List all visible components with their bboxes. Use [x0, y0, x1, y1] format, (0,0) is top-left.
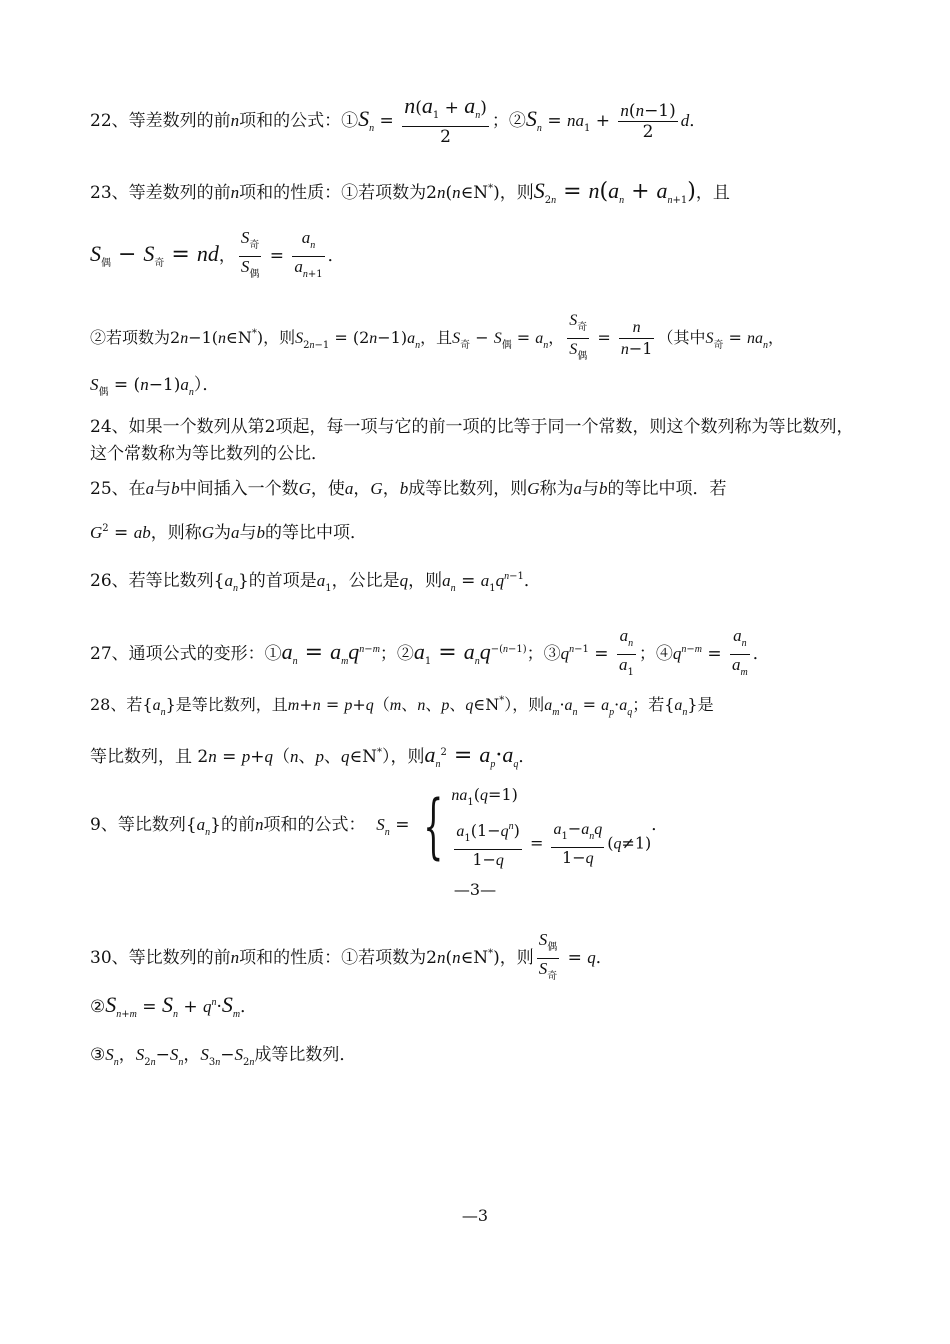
- item-25-cont: $G^2$ = ab，则称G为a与b的等比中项．: [90, 523, 367, 543]
- formula-g2: $G^2$ = ab: [90, 523, 151, 543]
- formula-2n-1: 2n−1(n∈N*): [170, 328, 264, 347]
- formula-mnpq: m+n = p+q（m、n、p、q∈N*）: [287, 695, 513, 714]
- item-23-cont: $S_偶 - S_奇$ = nd， $\frac{S_奇}{S_偶}$ = $\frac{a_n}{a_{n+1}}$ ．: [90, 228, 345, 285]
- formula-sdiff: $S_偶 - S_奇$ = nd: [90, 241, 219, 269]
- formula-square: $a_n^2 = a_p\cdot a_q$: [424, 742, 519, 770]
- formula-var-1: $a_n = a_mq^{n-m}$: [281, 639, 380, 667]
- item-29: 9、等比数列$\{a_n\}$的前n项和的公式： $S_n$ = { $na_1(q=1)$ $\frac{a_1(1-q^n)}{1-q}$ = $\frac{a_1-a_nq}{1-q}$ (q≠1) ．: [90, 784, 669, 869]
- formula-an-general: $a_n = a_1q^{n-1}$: [442, 571, 524, 594]
- item-22: 22、等差数列的前n项和的公式：$①S_n$ = $\frac{n(a_1 + a_n)}{2}$ ；$②S_n = na_1$ + $\frac{n(n-1)}{2}$ d．: [90, 93, 707, 147]
- item-23: 23、等差数列的前n项和的性质：①若项数为2n(n∈N*)，则$S_{2n} = n(a_n + a_{n+1})$，且: [90, 178, 730, 206]
- formula-2npq: 2n = p+q（n、p、q∈N*）: [197, 747, 391, 767]
- item-30: 30、等比数列的前n项和的性质：①若项数为2n(n∈N*)，则 $\frac{S_偶}{S_奇}$ = q．: [90, 930, 613, 987]
- formula-s2n: $S_{2n} = n(a_n + a_{n+1})$: [533, 178, 696, 206]
- formula-seven: $S_偶 = (n-1)a_n$: [90, 375, 194, 398]
- formula-var-4: $q^{n-m}$ = $\frac{a_n}{a_m}$: [672, 626, 748, 678]
- item-23b-cont: $S_偶 = (n-1)a_n$）．: [90, 375, 220, 398]
- item-30c: $③S_n$，$S_{2n}-S_n$，$S_{3n}-S_{2n}$成等比数列．: [90, 1045, 357, 1068]
- item-28: 28、若$\{a_n\}$是等比数列，且m+n = p+q（m、n、p、q∈N*），则$a_m\cdot a_n = a_p\cdot a_q$；若$\{a_n\}$是: [90, 695, 714, 718]
- formula-var-3: $q^{n-1}$ = $\frac{a_n}{a_1}$: [560, 626, 634, 678]
- formula-ratio: $\frac{S_奇}{S_偶}$: [240, 228, 260, 280]
- formula-var-2: $a_1 = a_nq^{-(n-1)}$: [413, 639, 527, 667]
- formula-product: $a_m\cdot a_n = a_p\cdot a_q$: [544, 695, 633, 718]
- formula-geo-sum: $S_n$ = { $na_1(q=1)$ $\frac{a_1(1-q^n)}{1-q}$ = $\frac{a_1-a_nq}{1-q}$ (q≠1): [376, 784, 652, 869]
- formula-2n: 2n(n∈N*): [426, 183, 500, 203]
- item-25: 25、在a与b中间插入一个数G，使a，G，b成等比数列，则G称为a与b的等比中项．若: [90, 479, 727, 499]
- page-number-inner: —3—: [453, 880, 497, 899]
- page-number-footer: —3: [461, 1206, 489, 1225]
- item-26: 26、若等比数列$\{a_n\}$的首项是$a_1$，公比是q，则$a_n = a_1q^{n-1}$．: [90, 571, 541, 594]
- formula-sn-2: $S_n = na_1$ + $\frac{n(n-1)}{2}$ d．: [525, 101, 707, 142]
- formula-sn-1: $S_n$ = $\frac{n(a_1 + a_n)}{2}$: [358, 93, 487, 147]
- formula-2n-30: 2n(n∈N*): [426, 948, 500, 968]
- formula-odd-even: $S_奇 - S_偶 = a_n$: [452, 328, 549, 351]
- item-30b: $②S_{n+m} = S_n + q^n\cdot S_m$．: [90, 992, 258, 1020]
- item-24: 24、如果一个数列从第2项起，每一项与它的前一项的比等于同一个常数，则这个数列称为等比数列，这个常数称为等比数列的公比．: [90, 417, 854, 464]
- formula-segments: $S_n$，$S_{2n}-S_n$，$S_{3n}-S_{2n}$: [105, 1045, 255, 1068]
- formula-ratio-2: $\frac{S_奇}{S_偶}$: [569, 312, 588, 362]
- formula-sodd: $S_奇 = na_n$: [705, 328, 769, 351]
- item-27: 27、通项公式的变形：$①a_n = a_mq^{n-m}$；$②a_1 = a_nq^{-(n-1)}$；$③q^{n-1}$ = $\frac{a_n}{a_1}$ ；$④q^{n-m}$ = $\frac{a_n}{a_m}$ ．: [90, 626, 770, 678]
- formula-s2n-1: $S_{2n-1} = (2n-1)a_n$: [295, 328, 421, 351]
- formula-an-seq: $\{a_n\}$: [213, 571, 249, 594]
- formula-snm: $S_{n+m} = S_n + q^n\cdot S_m$: [105, 992, 241, 1020]
- item-28-cont: 等比数列，且 2n = p+q（n、p、q∈N*），则$a_n^2 = a_p\cdot a_q$．: [90, 742, 536, 770]
- item-23b: ②若项数为2n−1(n∈N*)，则$S_{2n-1} = (2n-1)a_n$，且$S_奇 - S_偶 = a_n$， $\frac{S_奇}{S_偶}$ = $\frac{n}{n-1}$ （其中$S_奇 = na_n$，: [90, 310, 784, 367]
- formula-ratio-30: $\frac{S_偶}{S_奇}$: [538, 930, 558, 982]
